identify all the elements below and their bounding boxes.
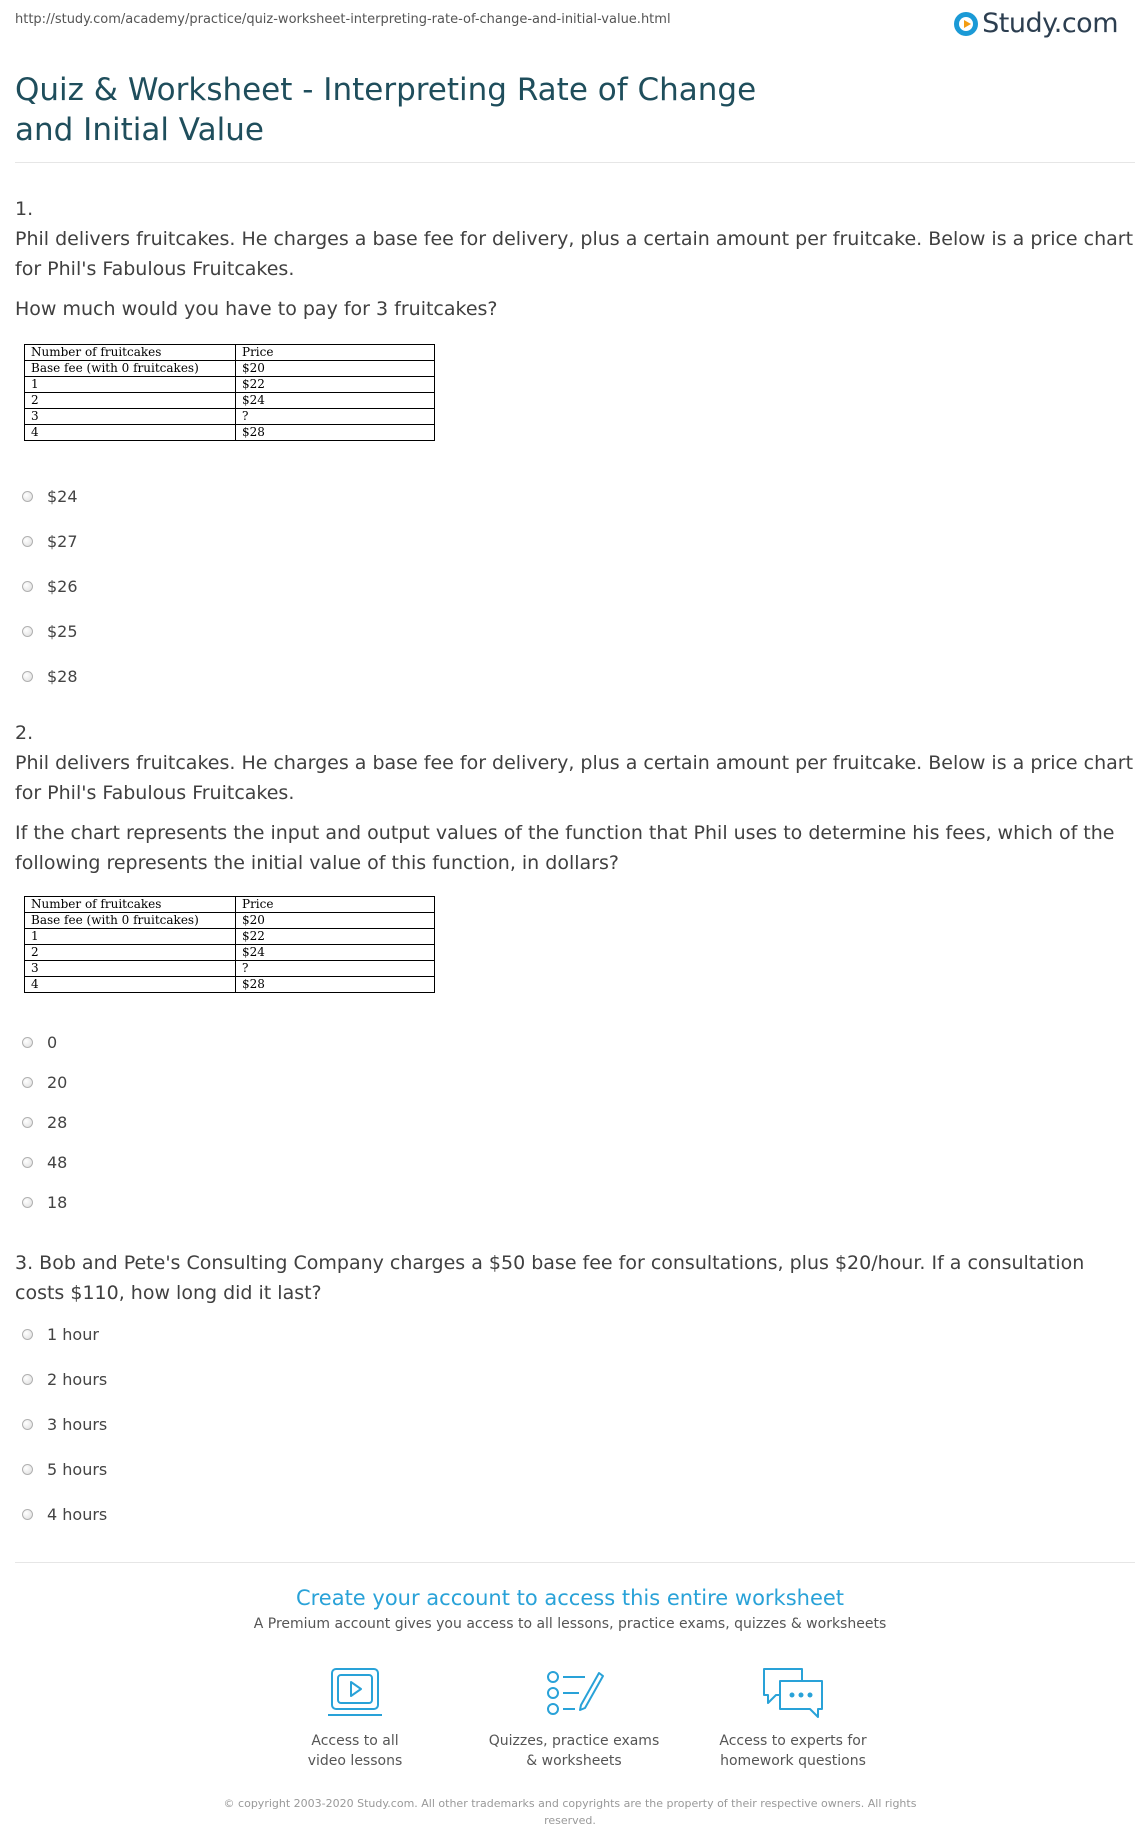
page-url: http://study.com/academy/practice/quiz-worksheet-interpreting-rate-of-change-and-initial-value.html (15, 12, 671, 27)
table-cell: Base fee (with 0 fruitcakes) (25, 361, 236, 377)
table-row (25, 409, 435, 425)
table-cell: $24 (236, 945, 435, 961)
answer-option[interactable] (22, 654, 78, 699)
table-header-row (25, 897, 435, 913)
table-cell: 2 (25, 945, 236, 961)
question-prompt: If the chart represents the input and output values of the function that Phil uses to determine his fees, which of the following represents the initial value of this function, in dollars? (15, 822, 1115, 874)
table-cell: ? (236, 409, 435, 425)
option-label: 18 (47, 1192, 68, 1212)
footer-line1: © copyright 2003-2020 Study.com. All other trademarks and copyrights are the property of their respective owners. All rights (223, 1797, 917, 1810)
option-label: $24 (47, 487, 78, 506)
logo-text: Study.com (982, 8, 1118, 39)
table-cell: 3 (25, 409, 236, 425)
table-cell: $24 (236, 393, 435, 409)
feature-experts (688, 1665, 898, 1771)
table-cell: $20 (236, 913, 435, 929)
option-label: 28 (47, 1112, 68, 1132)
copyright-footer (220, 1795, 920, 1829)
option-label: 5 hours (47, 1460, 108, 1479)
cta-subtitle: A Premium account gives you access to all lessons, practice exams, quizzes & worksheets (253, 1616, 887, 1632)
study-logo-icon (954, 12, 978, 36)
cta-divider (15, 1562, 1135, 1563)
option-label: 2 hours (47, 1370, 108, 1389)
table-cell: Base fee (with 0 fruitcakes) (25, 913, 236, 929)
option-label: 3 hours (47, 1415, 108, 1434)
feature-video-lessons (250, 1665, 460, 1771)
table-cell: 4 (25, 977, 236, 993)
table-row (25, 361, 435, 377)
answer-option[interactable] (22, 1447, 107, 1492)
table-cell: 1 (25, 377, 236, 393)
footer-line2: reserved. (544, 1814, 596, 1827)
page-title: Quiz & Worksheet - Interpreting Rate of Change and Initial Value (15, 72, 757, 148)
table-cell: $28 (236, 425, 435, 441)
feature-label-line1: Access to all (311, 1733, 399, 1749)
option-label: 0 (47, 1032, 58, 1052)
option-label: 1 hour (47, 1325, 99, 1344)
table-row (25, 945, 435, 961)
table-header: Number of fruitcakes (25, 345, 236, 361)
answer-option[interactable] (22, 1022, 67, 1062)
table-row (25, 929, 435, 945)
answer-options-3 (22, 1312, 107, 1537)
option-label: $28 (47, 667, 78, 686)
answer-option[interactable] (22, 1062, 67, 1102)
answer-option[interactable] (22, 1102, 67, 1142)
radio-button[interactable] (22, 491, 33, 502)
answer-option[interactable] (22, 1402, 107, 1447)
table-row (25, 961, 435, 977)
option-label: 20 (47, 1072, 68, 1092)
radio-button[interactable] (22, 1037, 33, 1048)
answer-option[interactable] (22, 609, 78, 654)
radio-button[interactable] (22, 1464, 33, 1475)
option-label: $27 (47, 532, 78, 551)
table-cell: 4 (25, 425, 236, 441)
question-2 (15, 718, 1135, 878)
answer-options-1 (22, 474, 78, 699)
quiz-checklist-icon (543, 1665, 605, 1721)
table-cell: $20 (236, 361, 435, 377)
option-label: $25 (47, 622, 78, 641)
feature-label-line2: video lessons (307, 1753, 403, 1769)
option-label: 4 hours (47, 1505, 108, 1524)
radio-button[interactable] (22, 536, 33, 547)
table-row (25, 977, 435, 993)
answer-option[interactable] (22, 519, 78, 564)
table-row (25, 425, 435, 441)
option-label: 48 (47, 1152, 68, 1172)
radio-button[interactable] (22, 1329, 33, 1340)
radio-button[interactable] (22, 1509, 33, 1520)
radio-button[interactable] (22, 1077, 33, 1088)
price-chart-table (24, 344, 435, 441)
radio-button[interactable] (22, 581, 33, 592)
table-header: Price (236, 897, 435, 913)
radio-button[interactable] (22, 1419, 33, 1430)
table-cell: 1 (25, 929, 236, 945)
answer-option[interactable] (22, 1357, 107, 1402)
answer-options-2 (22, 1022, 67, 1222)
title-divider (15, 162, 1135, 163)
price-chart-table (24, 896, 435, 993)
table-cell: $28 (236, 977, 435, 993)
video-lesson-icon (324, 1665, 386, 1721)
feature-label-line1: Access to experts for (719, 1733, 867, 1749)
answer-option[interactable] (22, 564, 78, 609)
radio-button[interactable] (22, 1374, 33, 1385)
answer-option[interactable] (22, 1142, 67, 1182)
question-3 (15, 1248, 1135, 1308)
table-row (25, 393, 435, 409)
option-label: $26 (47, 577, 78, 596)
feature-quizzes (469, 1665, 679, 1771)
radio-button[interactable] (22, 1197, 33, 1208)
table-header-row (25, 345, 435, 361)
answer-option[interactable] (22, 1492, 107, 1537)
table-cell: 3 (25, 961, 236, 977)
radio-button[interactable] (22, 1157, 33, 1168)
table-row (25, 913, 435, 929)
table-cell: $22 (236, 377, 435, 393)
feature-label-line1: Quizzes, practice exams (488, 1733, 660, 1749)
chat-bubble-icon (760, 1665, 826, 1721)
answer-option[interactable] (22, 1182, 67, 1222)
radio-button[interactable] (22, 671, 33, 682)
question-number: 2. (15, 722, 34, 744)
table-cell: ? (236, 961, 435, 977)
feature-label-line2: homework questions (720, 1753, 866, 1769)
question-number: 1. (15, 198, 34, 220)
feature-label-line2: & worksheets (526, 1753, 622, 1769)
answer-option[interactable] (22, 1312, 107, 1357)
question-1 (15, 194, 1135, 324)
table-cell: $22 (236, 929, 435, 945)
study-logo[interactable] (954, 8, 1118, 39)
question-text: 3. Bob and Pete's Consulting Company charges a $50 base fee for consultations, plus $20/hour. If a consultation costs $110, how long did it last? (15, 1252, 1085, 1304)
question-prompt: How much would you have to pay for 3 fruitcakes? (15, 298, 498, 320)
radio-button[interactable] (22, 626, 33, 637)
table-row (25, 377, 435, 393)
table-header: Price (236, 345, 435, 361)
answer-option[interactable] (22, 474, 78, 519)
table-header: Number of fruitcakes (25, 897, 236, 913)
question-intro: Phil delivers fruitcakes. He charges a base fee for delivery, plus a certain amount per fruitcake. Below is a price chart for Phil's Fabulous Fruitcakes. (15, 752, 1134, 804)
table-cell: 2 (25, 393, 236, 409)
cta-title[interactable]: Create your account to access this entire worksheet (295, 1586, 845, 1610)
question-intro: Phil delivers fruitcakes. He charges a base fee for delivery, plus a certain amount per fruitcake. Below is a price chart for Phil's Fabulous Fruitcakes. (15, 228, 1134, 280)
radio-button[interactable] (22, 1117, 33, 1128)
